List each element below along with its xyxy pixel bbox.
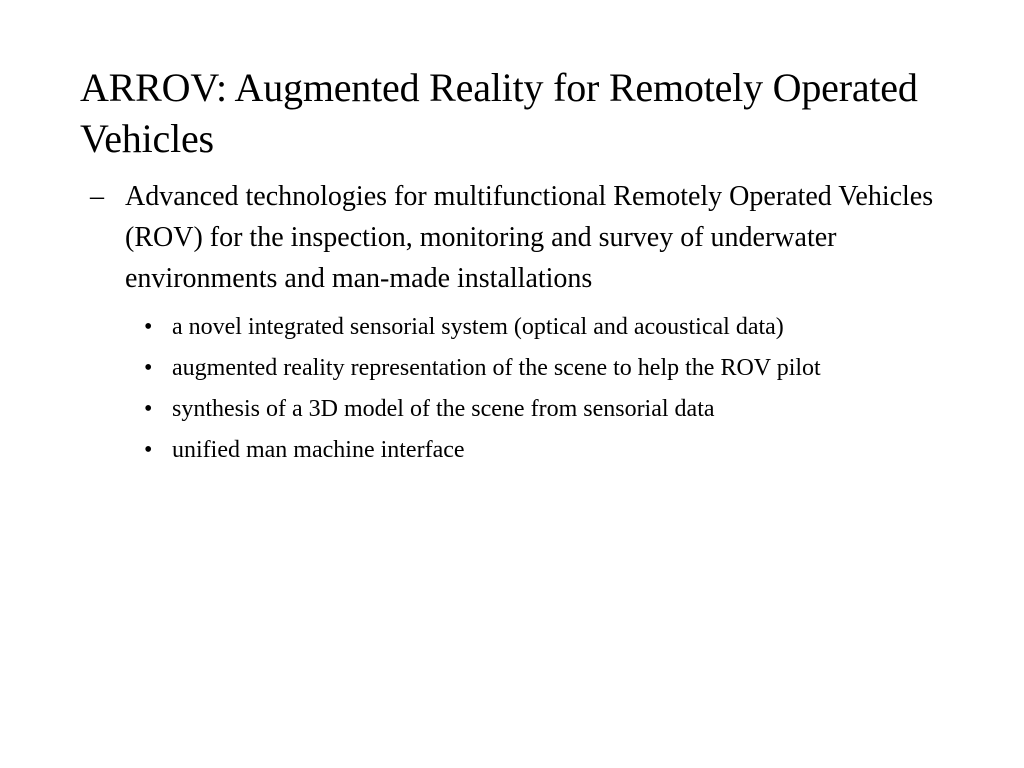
main-bullet-list: [84, 176, 964, 471]
sub-bullet-item: [128, 430, 964, 471]
sub-bullet-list: [128, 307, 964, 471]
main-bullet-item: [84, 176, 964, 471]
sub-bullet-text: augmented reality representation of the scene to help the ROV pilot: [172, 355, 821, 381]
sub-bullet-text: a novel integrated sensorial system (optical and acoustical data): [172, 314, 784, 340]
main-bullet-text: Advanced technologies for multifunctional Remotely Operated Vehicles (ROV) for the inspection, monitoring and survey of underwater environments and man-made installations: [125, 181, 934, 294]
sub-bullet-text: synthesis of a 3D model of the scene from sensorial data: [172, 396, 715, 422]
sub-bullet-item: [128, 389, 964, 430]
bullet-marker: •: [144, 396, 153, 422]
dash-marker: –: [90, 181, 104, 212]
bullet-marker: •: [144, 314, 153, 340]
sub-bullet-item: [128, 348, 964, 389]
bullet-marker: •: [144, 355, 153, 381]
slide-title: ARROV: Augmented Reality for Remotely Operated Vehicles: [80, 65, 918, 161]
sub-bullet-text: unified man machine interface: [172, 437, 465, 463]
bullet-marker: •: [144, 437, 153, 463]
sub-bullet-item: [128, 307, 964, 348]
